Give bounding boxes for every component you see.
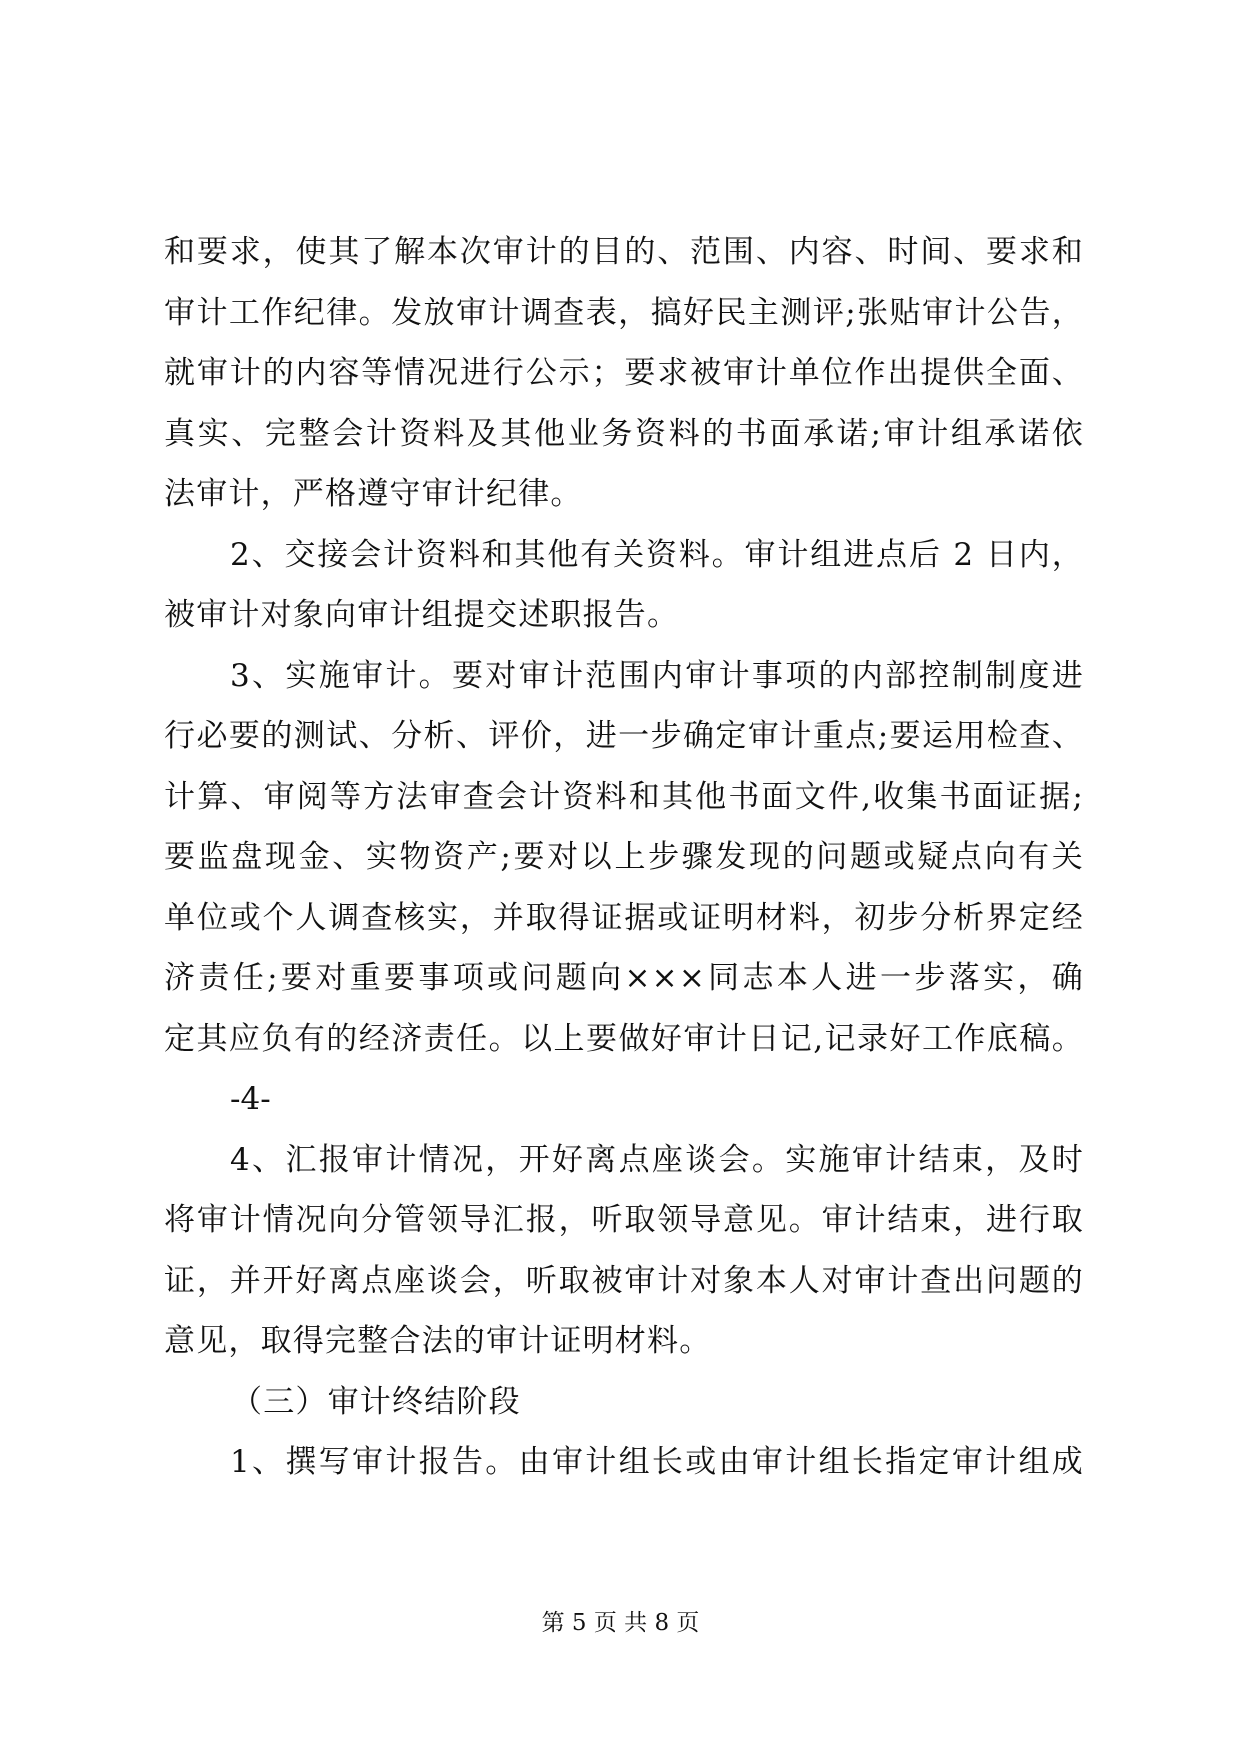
paragraph-line-9: 行必要的测试、分析、评价，进一步确定审计重点;要运用检查、 xyxy=(164,718,1084,754)
paragraph-line-16: 将审计情况向分管领导汇报，听取领导意见。审计结束，进行取 xyxy=(164,1202,1084,1238)
paragraph-line-12: 单位或个人调查核实，并取得证据或证明材料，初步分析界定经 xyxy=(164,900,1084,936)
paragraph-line-19: 1、撰写审计报告。由审计组长或由审计组长指定审计组成 xyxy=(230,1444,1084,1480)
paragraph-line-14: 定其应负有的经济责任。以上要做好审计日记,记录好工作底稿。 xyxy=(164,1021,1084,1057)
paragraph-line-17: 证，并开好离点座谈会，听取被审计对象本人对审计查出问题的 xyxy=(164,1263,1084,1299)
section-heading: （三）审计终结阶段 xyxy=(231,1384,521,1420)
paragraph-line-18: 意见，取得完整合法的审计证明材料。 xyxy=(164,1323,712,1359)
paragraph-line-1: 和要求，使其了解本次审计的目的、范围、内容、时间、要求和 xyxy=(164,234,1084,270)
paragraph-line-6: 2、交接会计资料和其他有关资料。审计组进点后 2 日内， xyxy=(230,537,1084,573)
paragraph-line-10: 计算、审阅等方法审查会计资料和其他书面文件,收集书面证据; xyxy=(164,779,1084,815)
page-marker: -4- xyxy=(230,1081,271,1117)
paragraph-line-7: 被审计对象向审计组提交述职报告。 xyxy=(164,597,680,633)
paragraph-line-5: 法审计，严格遵守审计纪律。 xyxy=(164,476,583,512)
paragraph-line-3: 就审计的内容等情况进行公示；要求被审计单位作出提供全面、 xyxy=(164,355,1084,391)
paragraph-line-15: 4、汇报审计情况，开好离点座谈会。实施审计结束，及时 xyxy=(230,1142,1084,1178)
paragraph-line-8: 3、实施审计。要对审计范围内审计事项的内部控制制度进 xyxy=(230,658,1084,694)
paragraph-line-4: 真实、完整会计资料及其他业务资料的书面承诺;审计组承诺依 xyxy=(164,416,1084,452)
paragraph-line-11: 要监盘现金、实物资产;要对以上步骤发现的问题或疑点向有关 xyxy=(164,839,1084,875)
paragraph-line-2: 审计工作纪律。发放审计调查表，搞好民主测评;张贴审计公告， xyxy=(164,295,1084,331)
paragraph-line-13: 济责任;要对重要事项或问题向×××同志本人进一步落实，确 xyxy=(164,960,1084,996)
page-footer: 第 5 页 共 8 页 xyxy=(541,1610,700,1636)
